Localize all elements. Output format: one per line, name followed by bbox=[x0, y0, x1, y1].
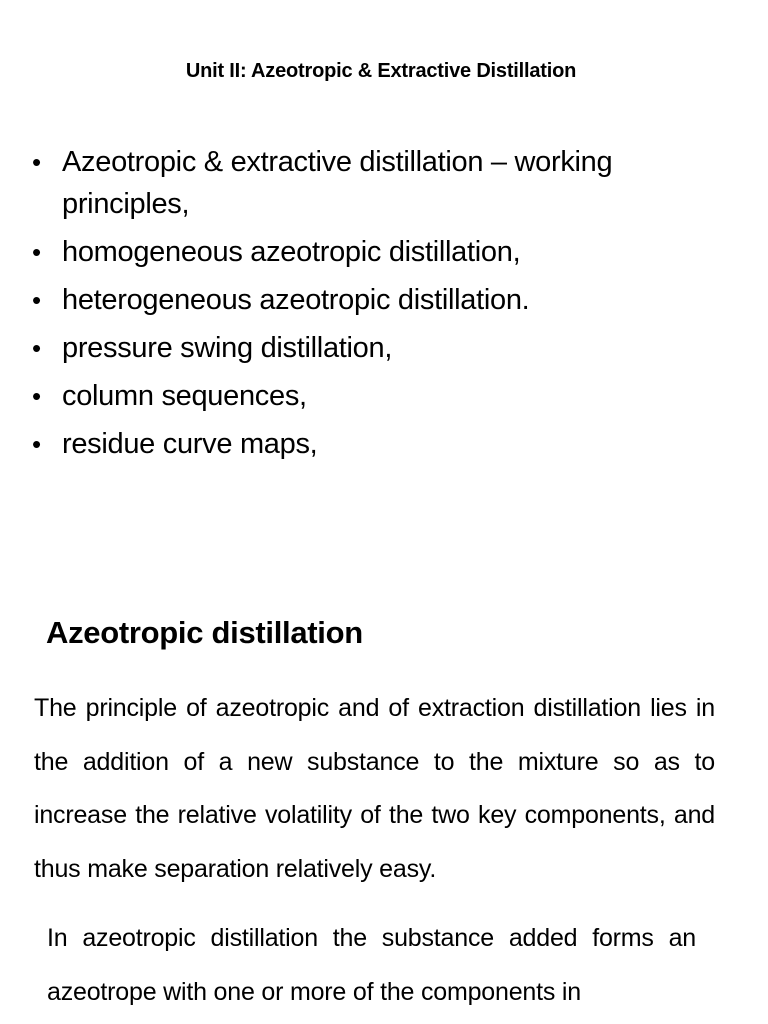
paragraph-azeotropic: In azeotropic distillation the substance added forms an azeotrope with one or more of the components in bbox=[47, 924, 696, 1006]
bullet-icon: • bbox=[32, 237, 41, 267]
list-item-text: heterogeneous azeotropic distillation. bbox=[62, 284, 530, 316]
unit-title: Unit II: Azeotropic & Extractive Distillation bbox=[185, 60, 577, 82]
list-item bbox=[32, 141, 732, 225]
bullet-icon: • bbox=[32, 285, 41, 315]
list-item-text: column sequences, bbox=[62, 380, 307, 412]
topic-list bbox=[32, 141, 732, 471]
bullet-icon: • bbox=[32, 147, 41, 177]
list-item bbox=[32, 423, 732, 465]
list-item bbox=[32, 231, 732, 273]
list-item-text: Azeotropic & extractive distillation – working principles, bbox=[62, 146, 613, 220]
list-item bbox=[32, 279, 732, 321]
list-item-text: homogeneous azeotropic distillation, bbox=[62, 236, 521, 268]
section-heading: Azeotropic distillation bbox=[46, 615, 363, 650]
bullet-icon: • bbox=[32, 381, 41, 411]
list-item-text: residue curve maps, bbox=[62, 428, 318, 460]
list-item-text: pressure swing distillation, bbox=[62, 332, 393, 364]
bullet-icon: • bbox=[32, 429, 41, 459]
bullet-icon: • bbox=[32, 333, 41, 363]
list-item bbox=[32, 327, 732, 369]
paragraph-principle: The principle of azeotropic and of extraction distillation lies in the addition of a new substance to the mixture so as to increase the relative volatility of the two key components, and thus make separation relatively easy. bbox=[34, 694, 715, 883]
list-item bbox=[32, 375, 732, 417]
